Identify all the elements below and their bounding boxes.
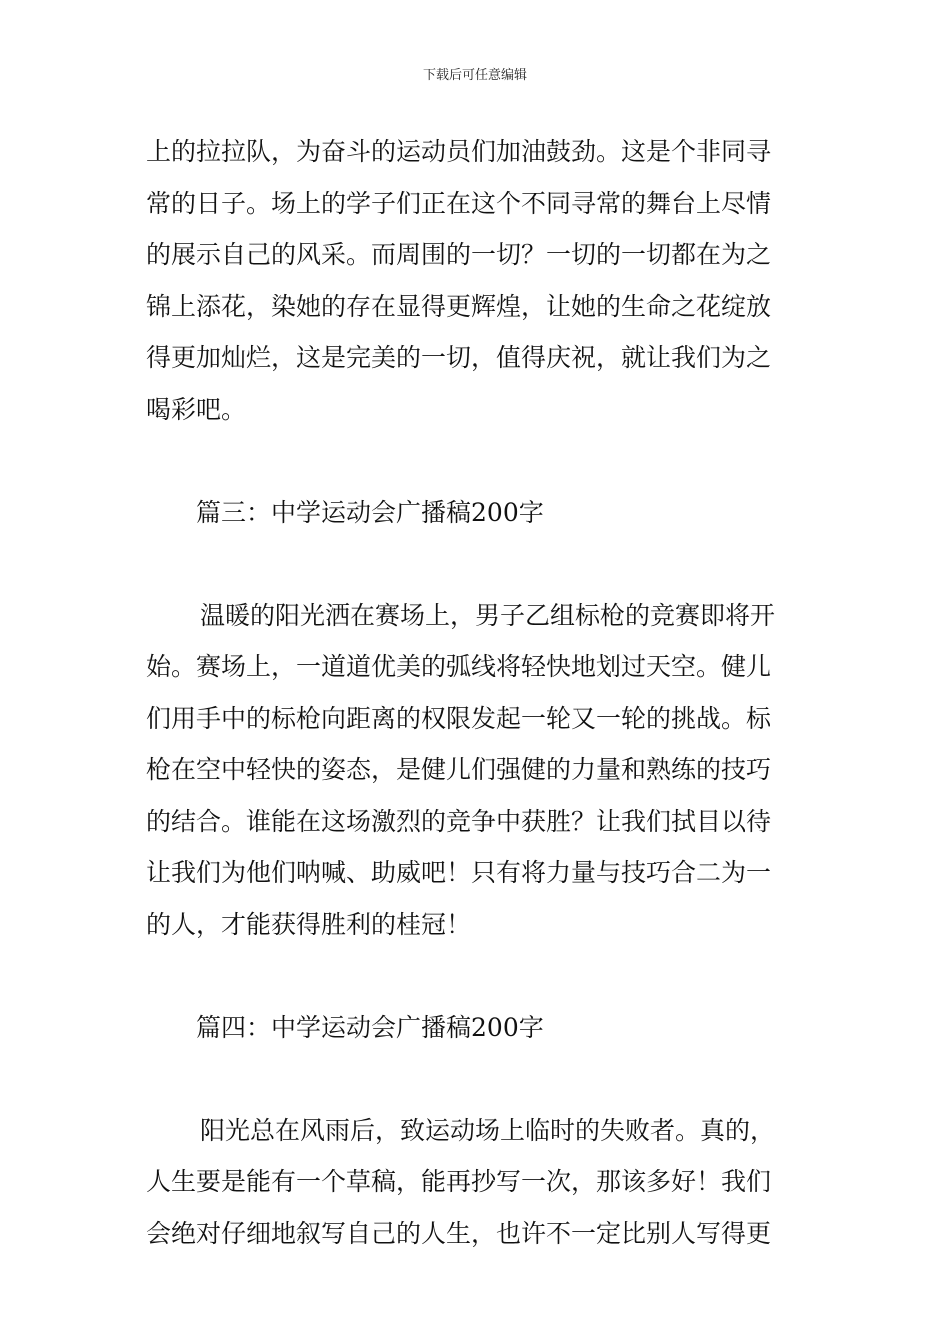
paragraph-2	[146, 590, 808, 951]
text-line: 让我们为他们呐喊、助威吧！只有将力量与技巧合二为一	[146, 858, 772, 887]
blank-line	[146, 950, 808, 1002]
text-line: 始。赛场上，一道道优美的弧线将轻快地划过天空。健儿	[146, 652, 772, 681]
blank-line	[146, 435, 808, 487]
text-line: 的人，才能获得胜利的桂冠！	[146, 909, 472, 939]
text-line: 常的日子。场上的学子们正在这个不同寻常的舞台上尽情	[146, 188, 772, 218]
paragraph-1	[146, 126, 808, 435]
heading-text: 篇四：中学运动会广播稿200字	[196, 1012, 544, 1042]
text-line: 的结合。谁能在这场激烈的竞争中获胜？让我们拭目以待	[146, 806, 772, 836]
document-body	[146, 126, 808, 1259]
text-line: 枪在空中轻快的姿态，是健儿们强健的力量和熟练的技巧	[146, 755, 772, 784]
page-header: 下载后可任意编辑	[422, 68, 527, 83]
text-line: 喝彩吧。	[146, 394, 247, 424]
text-line: 温暖的阳光洒在赛场上，男子乙组标枪的竞赛即将开	[200, 600, 776, 630]
text-line: 锦上添花，染她的存在显得更辉煌，让她的生命之花绽放	[146, 291, 772, 321]
blank-line	[146, 1053, 808, 1105]
text-line: 阳光总在风雨后，致运动场上临时的失败者。真的，	[200, 1115, 776, 1145]
text-line: 会绝对仔细地叙写自己的人生，也许不一定比别人写得更	[146, 1218, 772, 1248]
text-line: 得更加灿烂，这是完美的一切，值得庆祝，就让我们为之	[146, 343, 772, 372]
paragraph-3	[146, 1105, 808, 1260]
text-line: 的展示自己的风采。而周围的一切？一切的一切都在为之	[146, 240, 772, 269]
section-heading-3	[146, 487, 808, 539]
section-heading-4	[146, 1002, 808, 1054]
blank-line	[146, 538, 808, 590]
text-line: 人生要是能有一个草稿，能再抄写一次，那该多好！我们	[146, 1167, 772, 1196]
heading-text: 篇三：中学运动会广播稿200字	[196, 497, 544, 527]
text-line: 们用手中的标枪向距离的权限发起一轮又一轮的挑战。标	[146, 703, 772, 733]
text-line: 上的拉拉队，为奋斗的运动员们加油鼓劲。这是个非同寻	[146, 137, 772, 166]
